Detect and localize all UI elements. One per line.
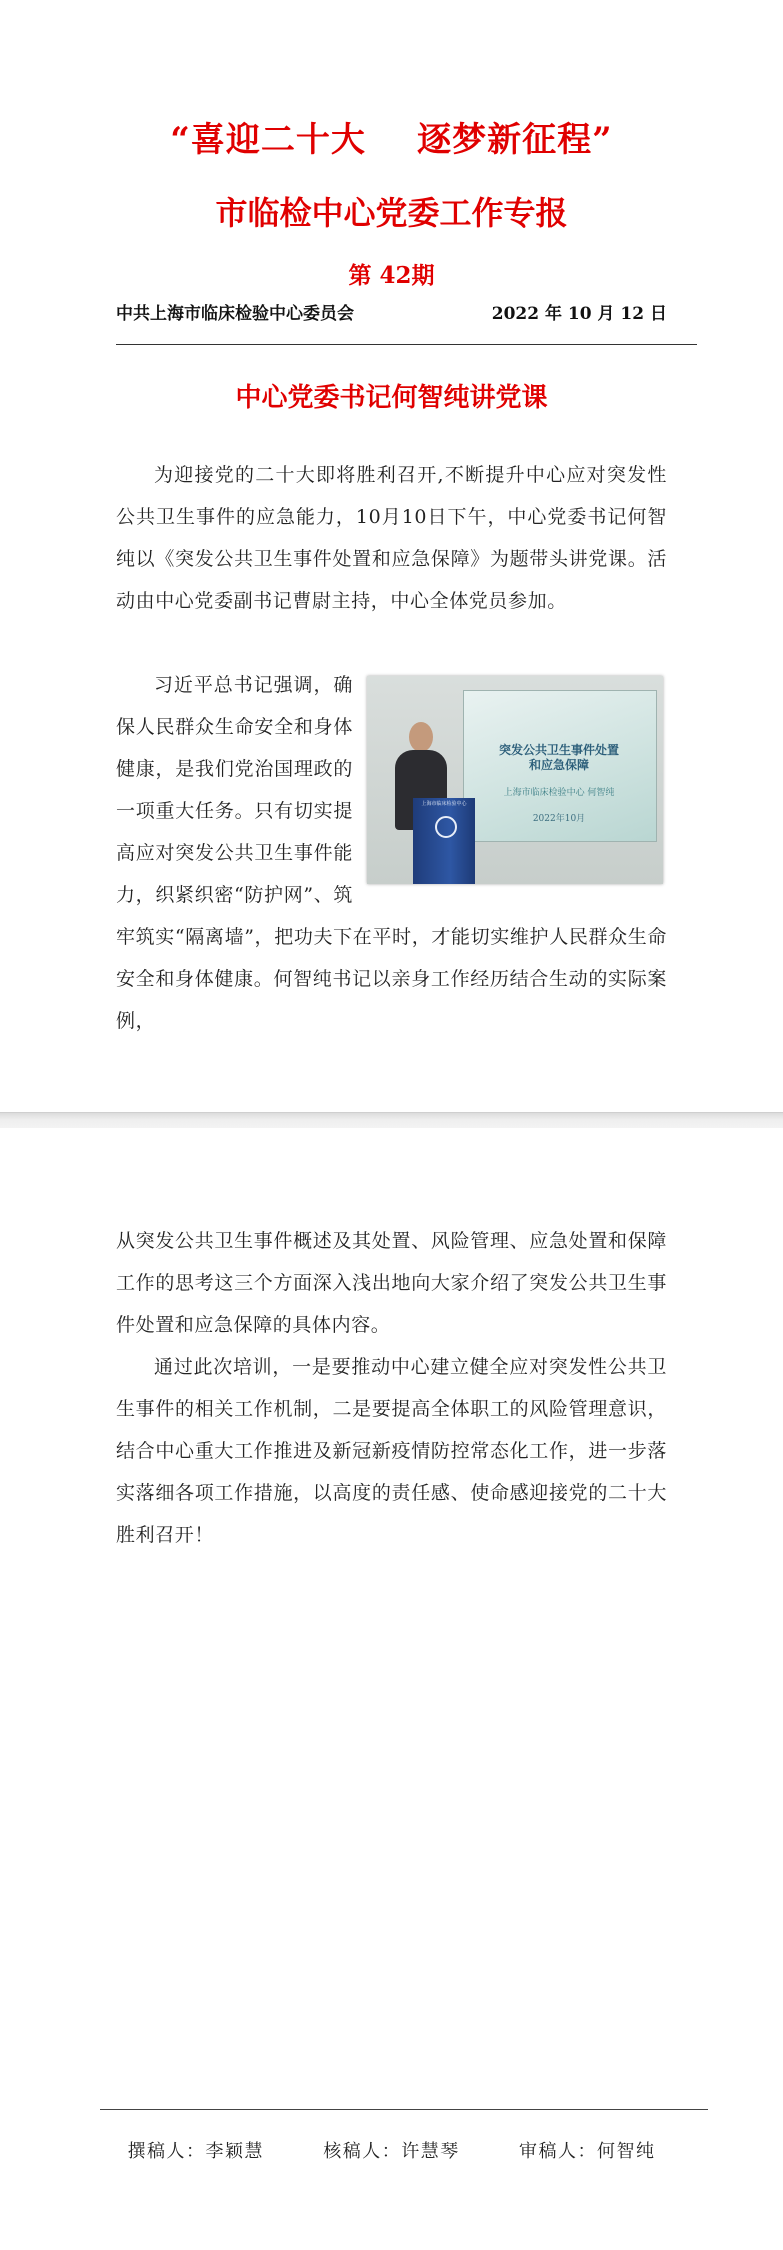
writer-credit: 撰稿人：李颖慧	[127, 2141, 265, 2162]
header-divider	[116, 344, 697, 345]
article-title: 中心党委书记何智纯讲党课	[235, 383, 548, 413]
issuer-name: 中共上海市临床检验中心委员会	[116, 304, 354, 324]
logo-icon	[435, 816, 457, 838]
checker-credit: 核稿人：许慧琴	[323, 2141, 460, 2162]
footer-divider	[100, 2109, 708, 2110]
page-2	[0, 1128, 783, 2250]
paragraph-4: 通过此次培训，一是要推动中心建立健全应对突发性公共卫生事件的相关工作机制，二是要提高全体职工的风险管理意识，结合中心重大工作推进及新冠新疫情防控常态化工作，进一步落实落细各项工作措施，以高度的责任感、使命感迎接党的二十大胜利召开！	[116, 1356, 667, 1546]
lecture-photo	[367, 676, 663, 884]
podium-label: 上海市临床检验中心	[421, 801, 467, 807]
slogan-headline: “喜迎二十大 逐梦新征程”	[170, 120, 613, 160]
paragraph-2-text: 习近平总书记强调，确保人民群众生命安全和身体健康，是我们党治国理政的一项重大任务。只有切实提高应对突发公共卫生事件能力，织紧织密“防护网”、筑牢筑实“隔离墙”，把功夫下在平时，才能切实维护人民群众生命安全和身体健康。何智纯书记以亲身工作经历结合生动的实际案例，	[116, 674, 667, 1032]
podium	[413, 798, 475, 884]
bulletin-title: 市临检中心党委工作专报	[215, 194, 568, 232]
paragraph-2	[116, 664, 667, 1042]
projection-screen	[463, 690, 657, 842]
credits-line	[0, 2137, 783, 2163]
issue-number: 第 42期	[348, 262, 435, 289]
reviewer-credit: 审稿人：何智纯	[518, 2141, 656, 2162]
issue-date: 2022 年 10 月 12 日	[491, 304, 667, 324]
paragraph-1: 为迎接党的二十大即将胜利召开,不断提升中心应对突发性公共卫生事件的应急能力，10月10日下午，中心党委书记何智纯以《突发公共卫生事件处置和应急保障》为题带头讲党课。活动由中心党委副书记曹尉主持，中心全体党员参加。	[116, 464, 667, 612]
page-1	[0, 0, 783, 1115]
paragraph-3: 从突发公共卫生事件概述及其处置、风险管理、应急处置和保障工作的思考这三个方面深入浅出地向大家介绍了突发公共卫生事件处置和应急保障的具体内容。	[116, 1230, 667, 1336]
slide-title: 突发公共卫生事件处置和应急保障	[498, 743, 619, 772]
slide-date: 2022年10月	[532, 814, 586, 824]
slide-subtitle: 上海市临床检验中心 何智纯	[503, 788, 615, 798]
